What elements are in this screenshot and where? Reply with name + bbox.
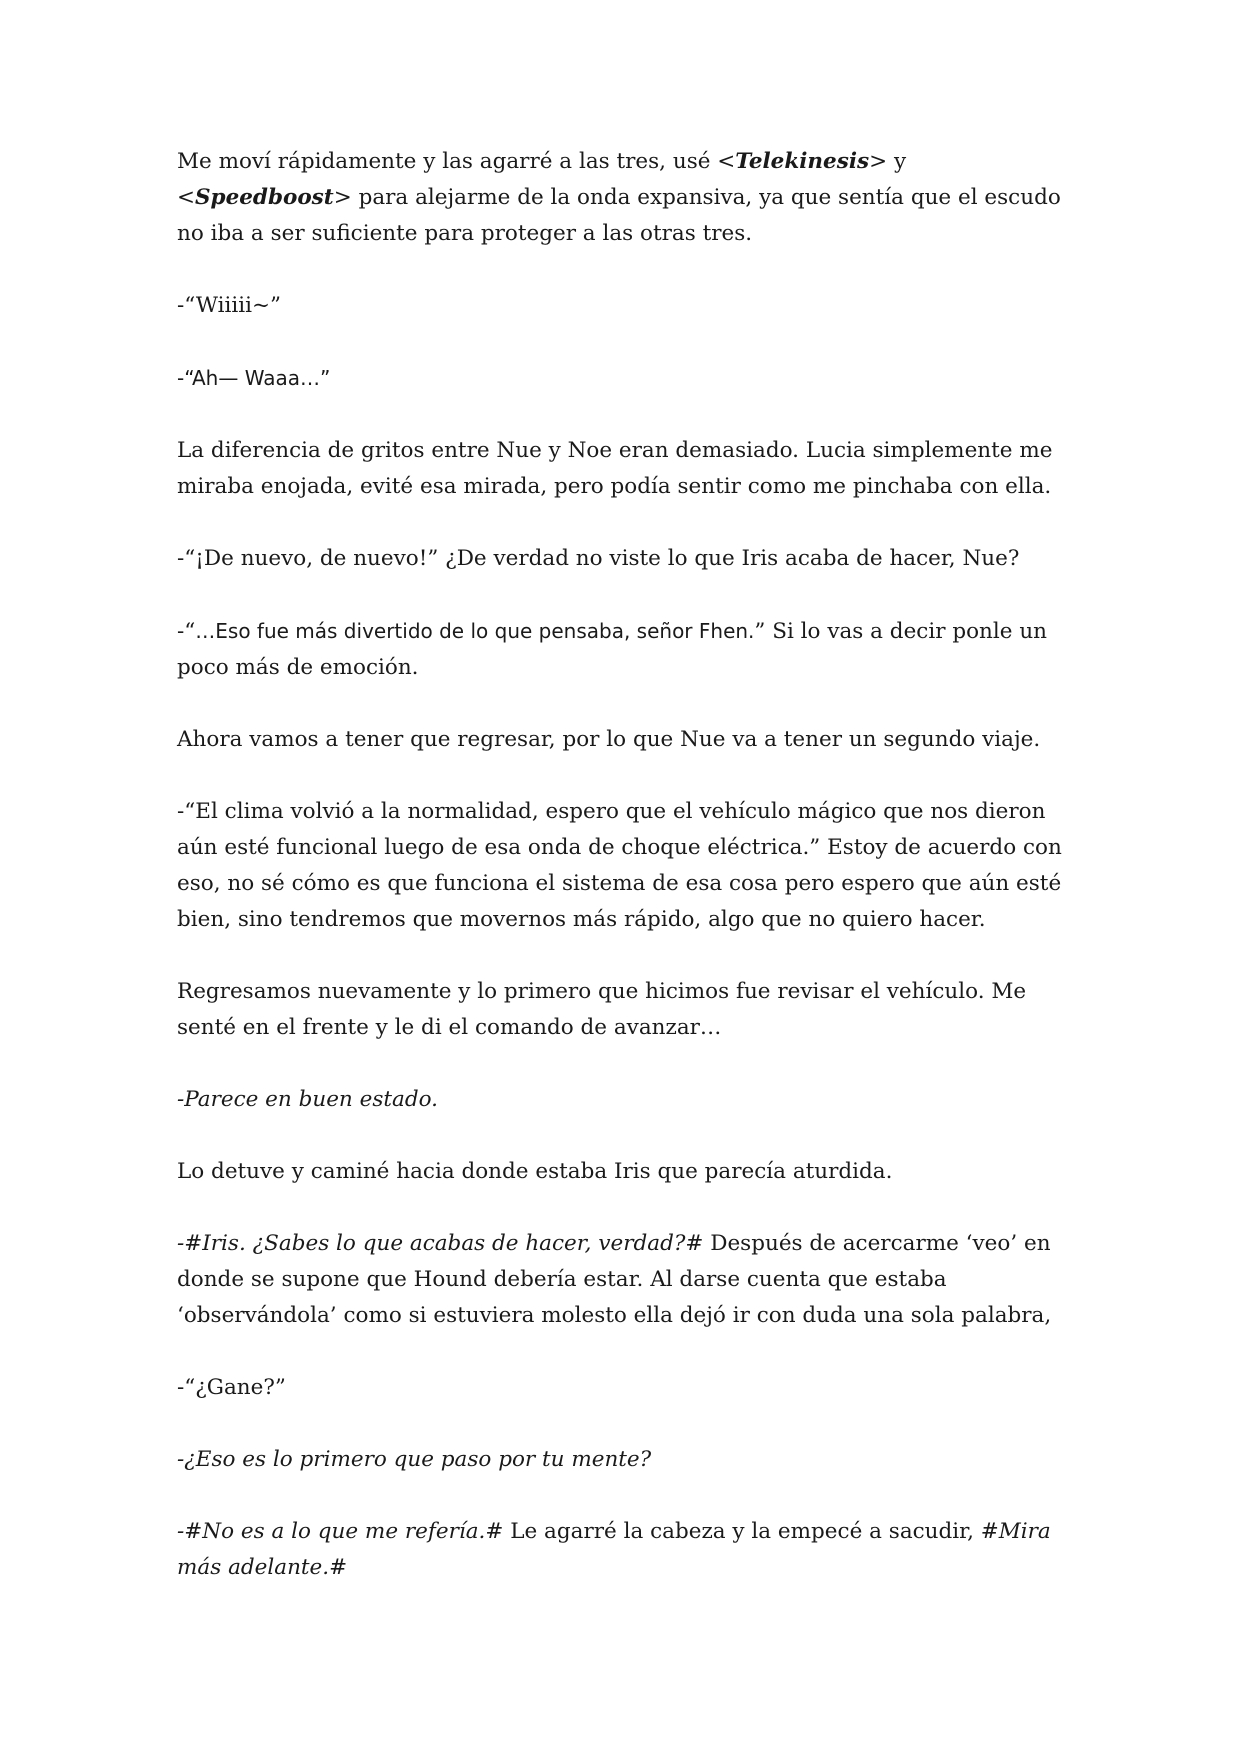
paragraph-12-text-a: -#Iris. ¿Sabes lo que acabas de hacer, verdad?#	[177, 1231, 704, 1256]
paragraph-2: -“Wiiiii~”	[177, 293, 281, 318]
paragraph-8: -“El clima volvió a la normalidad, espero que el vehículo mágico que nos dieron aún esté funcional luego de esa onda de choque eléctrica.” Estoy de acuerdo con eso, no sé cómo es que funciona el sistema de esa cosa pero espero que aún esté bien, sino tendremos que movernos más rápido, algo que no quiero hacer.	[177, 799, 1062, 932]
paragraph-6-text-c: ” Si lo vas a decir ponle un poco más de emoción.	[177, 619, 1048, 680]
telekinesis-skill: Telekinesis	[735, 149, 870, 174]
paragraph-1-text-c: > y <	[177, 149, 907, 210]
paragraph-3-text: -“Ah— Waaa…”	[177, 366, 331, 390]
paragraph-12-text-b: Después de acercarme ‘veo’ en donde se supone que Hound debería estar. Al darse cuenta que estaba ‘observándola’ como si estuviera molesto ella dejó ir con duda una sola palabra,	[177, 1231, 1052, 1328]
paragraph-5: -“¡De nuevo, de nuevo!” ¿De verdad no viste lo que Iris acaba de hacer, Nue?	[177, 546, 1020, 571]
paragraph-6-text-b: …Eso fue más divertido de lo que pensaba, señor Fhen.	[195, 619, 755, 643]
paragraph-11: Lo detuve y caminé hacia donde estaba Iris que parecía aturdida.	[177, 1159, 893, 1184]
paragraph-9: Regresamos nuevamente y lo primero que hicimos fue revisar el vehículo. Me senté en el frente y le di el comando de avanzar…	[177, 979, 1027, 1040]
paragraph-15-text-b: Le agarré la cabeza y la empecé a sacudir,	[503, 1519, 981, 1544]
paragraph-13: -“¿Gane?”	[177, 1375, 286, 1400]
paragraph-3	[177, 360, 1070, 397]
paragraph-1-text-e: > para alejarme de la onda expansiva, ya que sentía que el escudo no iba a ser suficiente para proteger a las otras tres.	[177, 185, 1061, 246]
paragraph-4: La diferencia de gritos entre Nue y Noe eran demasiado. Lucia simplemente me miraba enojada, evité esa mirada, pero podía sentir como me pinchaba con ella.	[177, 438, 1053, 499]
paragraph-15-text-a: -#No es a lo que me refería.#	[177, 1519, 504, 1544]
paragraph-6	[177, 613, 1070, 686]
paragraph-1	[177, 144, 1070, 252]
paragraph-10: -Parece en buen estado.	[177, 1087, 438, 1112]
paragraph-12	[177, 1226, 1070, 1334]
paragraph-14: -¿Eso es lo primero que paso por tu mente?	[177, 1447, 652, 1472]
speedboost-skill: Speedboost	[195, 185, 334, 210]
paragraph-15-text-c: #Mira más adelante.#	[177, 1519, 1051, 1580]
paragraph-7: Ahora vamos a tener que regresar, por lo que Nue va a tener un segundo viaje.	[177, 727, 1041, 752]
paragraph-1-text-a: Me moví rápidamente y las agarré a las tres, usé <	[177, 149, 736, 174]
paragraph-15	[177, 1514, 1070, 1586]
paragraph-6-text-a: -“	[177, 619, 196, 644]
